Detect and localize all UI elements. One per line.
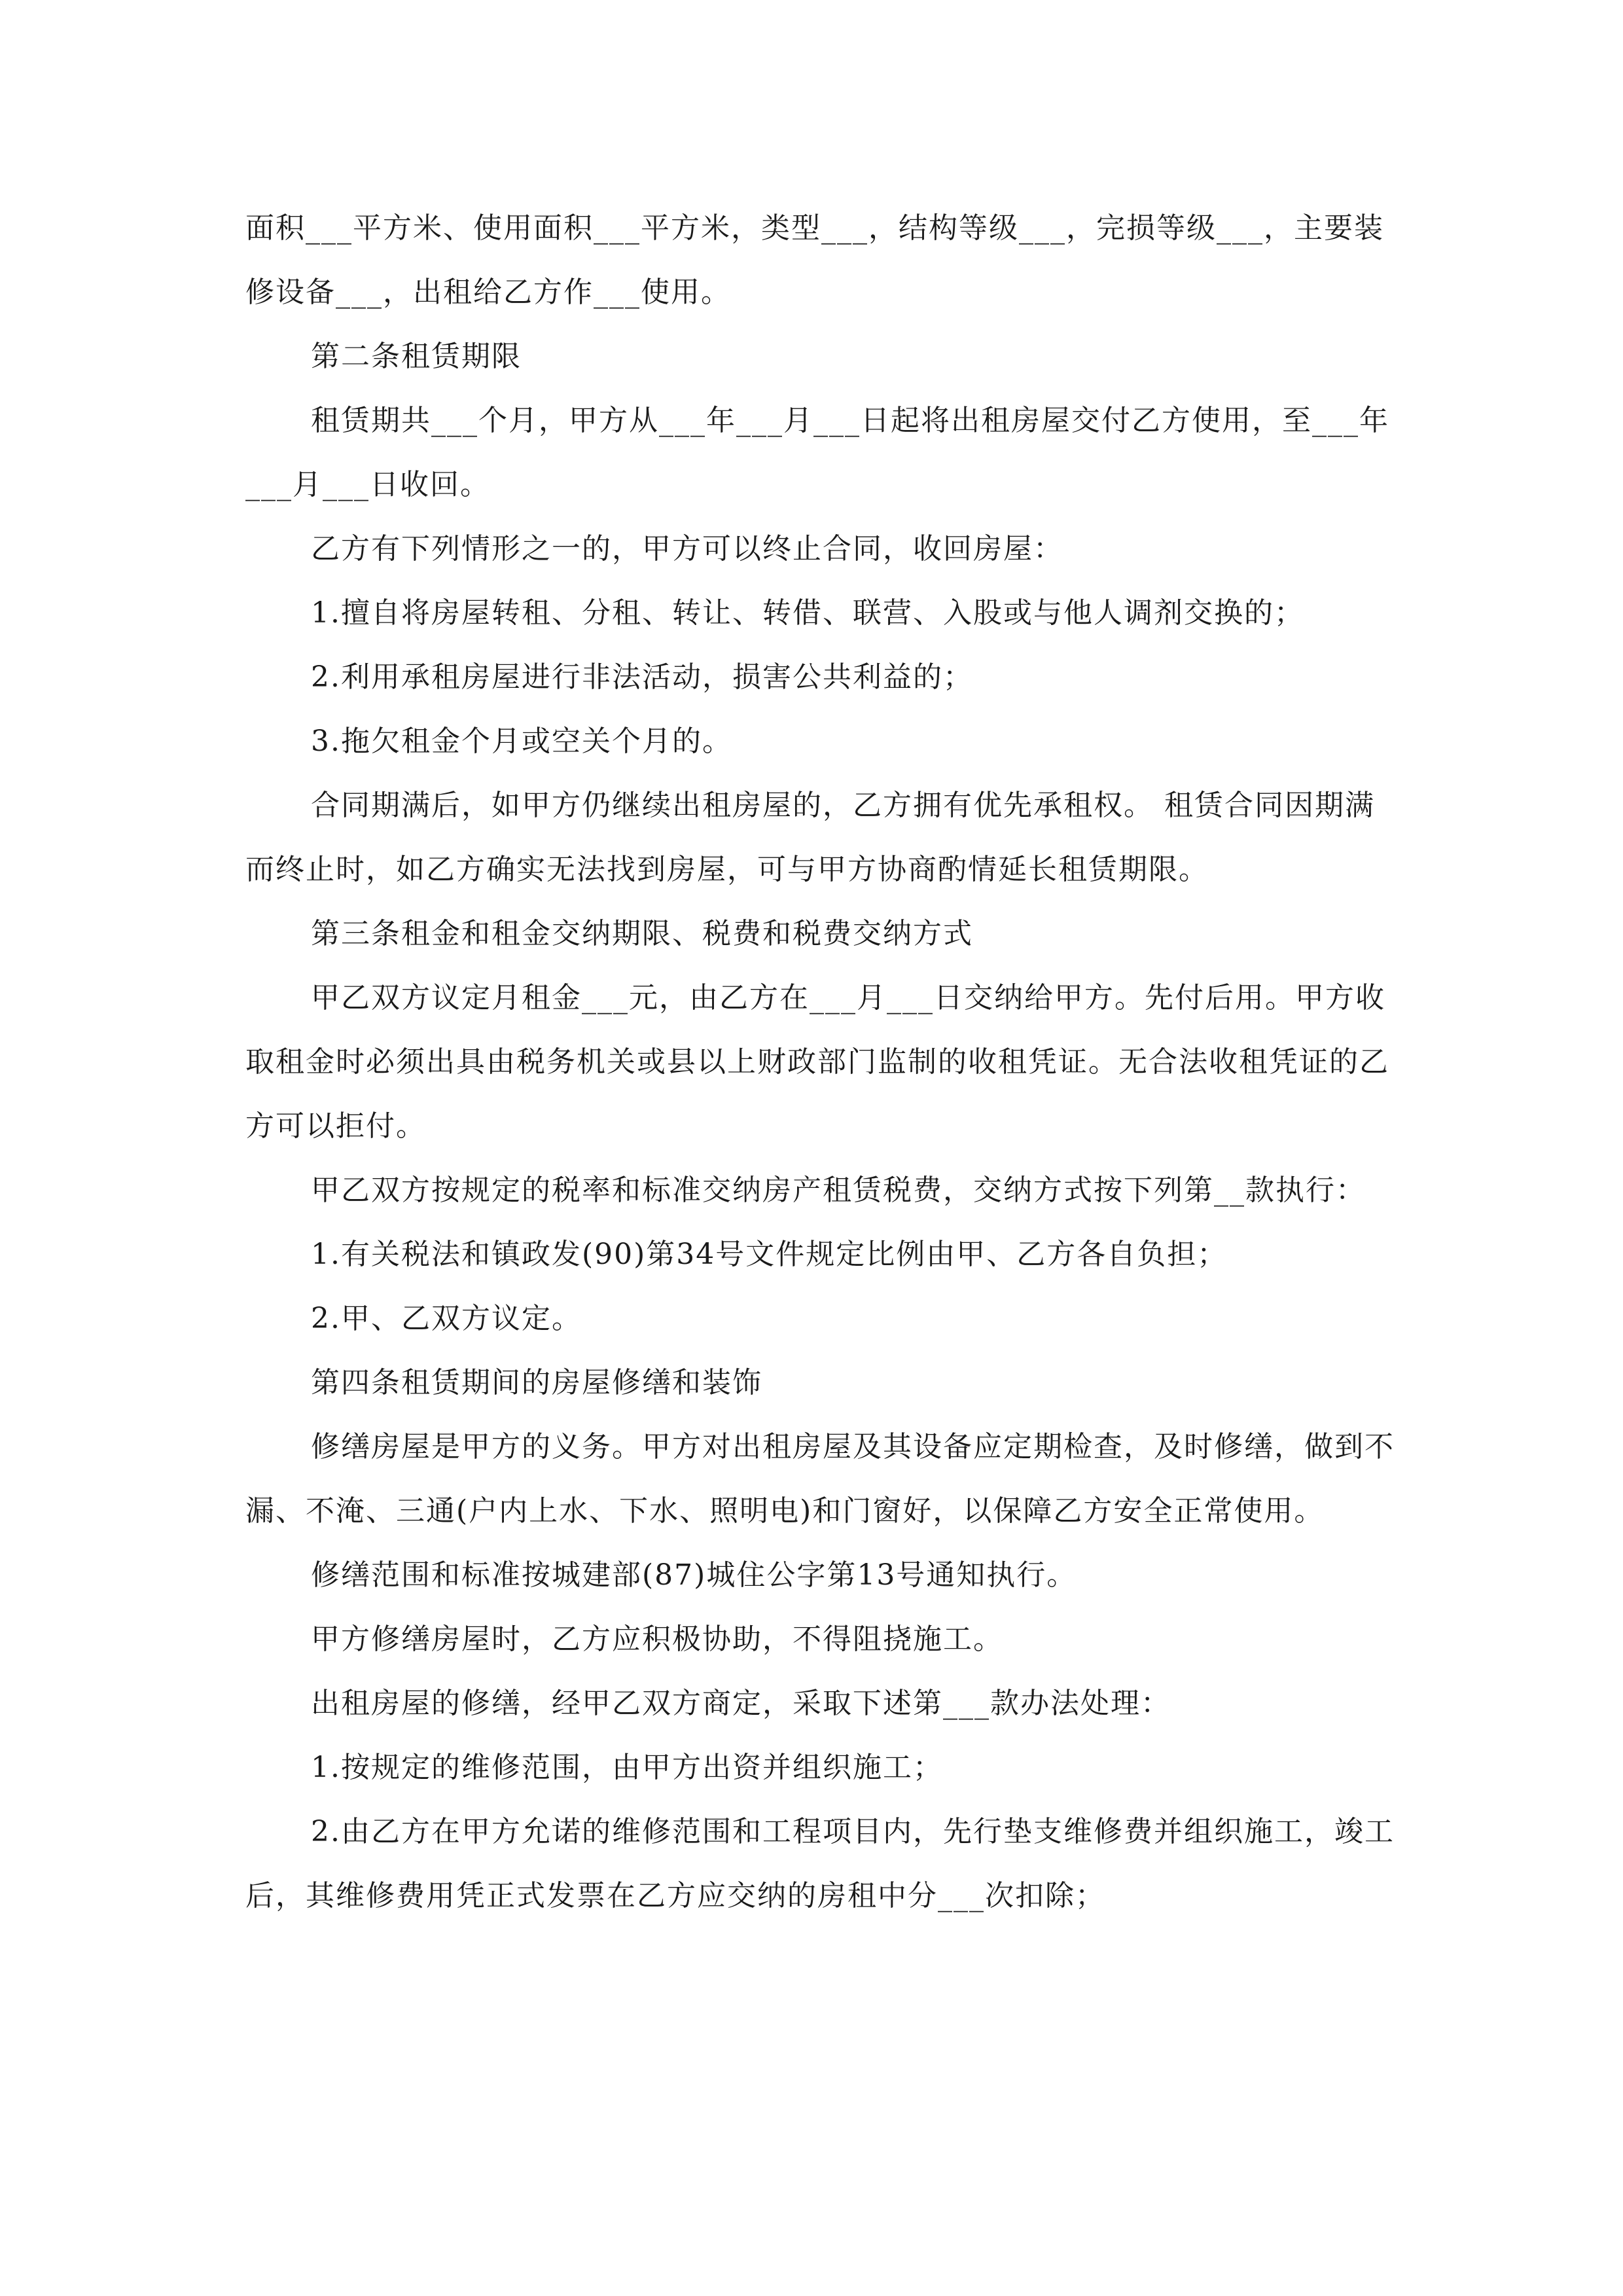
article-3-heading: 第三条租金和租金交纳期限、税费和税费交纳方式 (311, 917, 973, 950)
list-item-illegal-activity: 2.利用承租房屋进行非法活动，损害公共利益的； (311, 660, 973, 694)
paragraph-tax-payment: 甲乙双方按规定的税率和标准交纳房产租赁税费，交纳方式按下列第__款执行： (311, 1174, 1366, 1207)
paragraph-repair-standard: 修缮范围和标准按城建部(87)城住公字第13号通知执行。 (311, 1558, 1077, 1592)
paragraph-repair-obligation: 修缮房屋是甲方的义务。甲方对出租房屋及其设备应定期检查，及时修缮，做到不漏、不淹、三通(户内上水、下水、照明电)和门窗好，以保障乙方安全正常使用。 (245, 1430, 1395, 1528)
paragraph-termination-conditions: 乙方有下列情形之一的，甲方可以终止合同，收回房屋： (311, 532, 1063, 565)
article-2-heading: 第二条租赁期限 (311, 340, 522, 373)
list-item-landlord-repair: 1.按规定的维修范围，由甲方出资并组织施工； (311, 1751, 943, 1784)
paragraph-lease-term: 租赁期共___个月，甲方从___年___月___日起将出租房屋交付乙方使用，至___年___月___日收回。 (245, 404, 1389, 501)
list-item-sublease: 1.擅自将房屋转租、分租、转让、转借、联营、入股或与他人调剂交换的； (311, 596, 1304, 630)
paragraph-area-continuation: 面积___平方米、使用面积___平方米，类型___，结构等级___，完损等级___，主要装修设备___，出租给乙方作___使用。 (245, 211, 1384, 309)
list-item-tax-law: 1.有关税法和镇政发(90)第34号文件规定比例由甲、乙方各自负担； (311, 1238, 1228, 1271)
list-item-mutual-agreement: 2.甲、乙双方议定。 (311, 1302, 582, 1335)
article-4-heading: 第四条租赁期间的房屋修缮和装饰 (311, 1366, 762, 1399)
list-item-rent-arrears: 3.拖欠租金个月或空关个月的。 (311, 725, 732, 758)
paragraph-renewal-priority: 合同期满后，如甲方仍继续出租房屋的，乙方拥有优先承租权。 租赁合同因期满而终止时，如乙方确实无法找到房屋，可与甲方协商酌情延长租赁期限。 (245, 789, 1375, 886)
paragraph-repair-method: 出租房屋的修缮，经甲乙双方商定，采取下述第___款办法处理： (311, 1687, 1171, 1720)
document-body (245, 196, 1397, 1928)
paragraph-repair-cooperation: 甲方修缮房屋时，乙方应积极协助，不得阻挠施工。 (311, 1623, 1003, 1656)
paragraph-monthly-rent: 甲乙双方议定月租金___元，由乙方在___月___日交纳给甲方。先付后用。甲方收取租金时必须出具由税务机关或县以上财政部门监制的收租凭证。无合法收租凭证的乙方可以拒付。 (245, 981, 1389, 1143)
list-item-tenant-advance-repair: 2.由乙方在甲方允诺的维修范围和工程项目内，先行垫支维修费并组织施工，竣工后，其维修费用凭正式发票在乙方应交纳的房租中分___次扣除； (245, 1815, 1395, 1912)
